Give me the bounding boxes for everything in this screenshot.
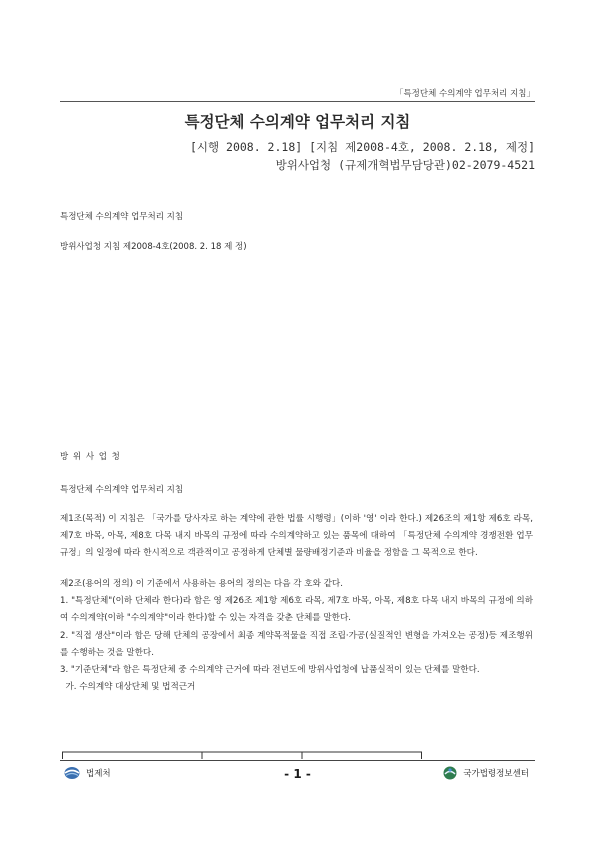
article-2-heading: 제2조(용어의 정의) 이 기준에서 사용하는 용어의 정의는 다음 각 호와 같다. [60, 579, 343, 589]
article-2-definitions [60, 576, 533, 696]
enforcement-info: [시행 2008. 2.18] [지침 제2008-4호, 2008. 2.18, 제정] [189, 140, 535, 154]
definition-item-2: 2. "직접 생산"이라 함은 당해 단체의 공장에서 최종 계약목적물을 직접 조립·가공(실질적인 변형을 가져오는 공정)등 제조행위를 수행하는 것을 말한다. [60, 630, 533, 658]
document-meta [60, 138, 535, 174]
article-1-purpose: 제1조(목적) 이 지침은 「국가를 당사자로 하는 계약에 관한 법률 시행령」(이하 '영' 이라 한다.) 제26조의 제1항 제6호 라목, 제7호 바목, 아목, 제8호 다목 내지 바목의 규정에 따라 수의계약하고 있는 품목에 대하여 「특정단체 수의계약 경쟁전환 업무 규정」의 일정에 따라 한시적으로 객관적이고 공정하게 단체별 물량배정기준과 비율을 정함을 그 목적으로 한다. [60, 514, 533, 559]
agency-info: 방위사업청 (규제개혁법무담당관)02-2079-4521 [275, 158, 535, 172]
law-center-logo-icon [443, 766, 457, 780]
agency-name-line: 방 위 사 업 청 [60, 452, 121, 462]
body-title-line: 특정단체 수의계약 업무처리 지침 [60, 212, 184, 222]
header-rule [60, 101, 535, 102]
footer-right [443, 766, 529, 780]
footer-left-label: 법제처 [86, 769, 111, 779]
definition-item-1: 1. "특정단체"(이하 단체라 한다)라 함은 영 제26조 제1항 제6호 라목, 제7호 바목, 아목, 제8호 다목 내지 바목의 규정에 의하여 수의계약(이하 "수의계약"이라 한다)할 수 있는 자격을 갖춘 단체를 말한다. [60, 596, 533, 624]
directive-number-line: 방위사업청 지침 제2008-4호(2008. 2. 18 제 정) [60, 242, 247, 252]
table-top-border [62, 751, 422, 759]
footer-rule [60, 760, 535, 761]
definition-item-3: 3. "기준단체"라 함은 특정단체 중 수의계약 근거에 따라 전년도에 방위사업청에 납품실적이 있는 단체를 말한다. [60, 665, 480, 676]
body-subtitle-line: 특정단체 수의계약 업무처리 지침 [60, 485, 184, 495]
page-number: - 1 - [284, 767, 311, 781]
footer-right-label: 국가법령정보센터 [463, 769, 529, 779]
running-header: 「특정단체 수의계약 업무처리 지침」 [394, 89, 535, 99]
document-title: 특정단체 수의계약 업무처리 지침 [184, 113, 411, 131]
subsection-heading: 가. 수의계약 대상단체 및 법적근거 [60, 682, 196, 693]
page-footer [60, 763, 535, 785]
